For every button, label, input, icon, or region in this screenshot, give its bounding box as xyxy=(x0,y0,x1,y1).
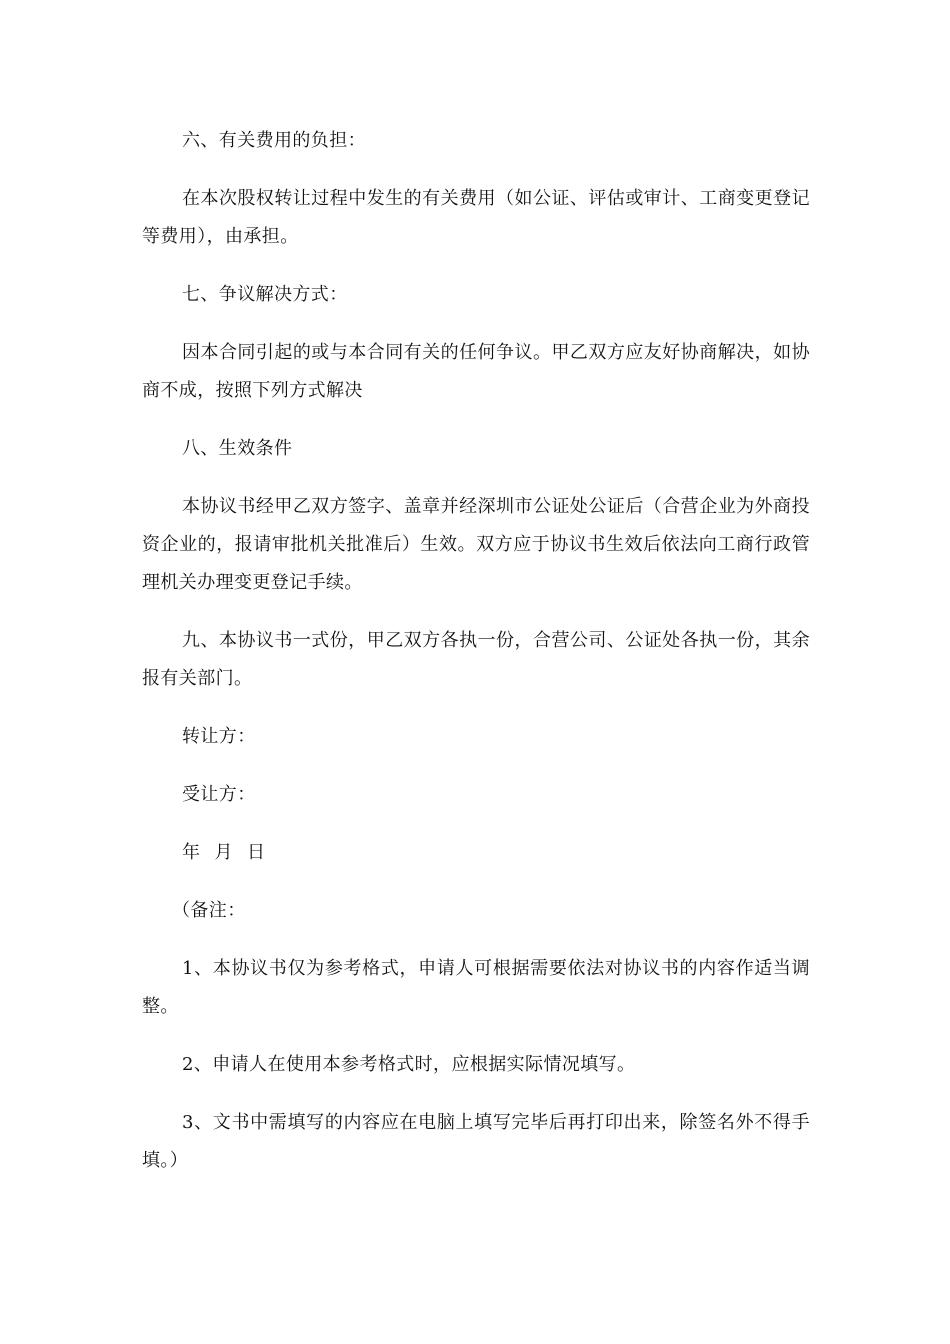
remark-item-3: 3、文书中需填写的内容应在电脑上填写完毕后再打印出来，除签名外不得手填。） xyxy=(142,1112,810,1171)
date-line: 年 月 日 xyxy=(182,842,266,863)
section-six-body: 在本次股权转让过程中发生的有关费用（如公证、评估或审计、工商变更登记等费用），由承担。 xyxy=(142,188,810,247)
section-seven-body: 因本合同引起的或与本合同有关的任何争议。甲乙双方应友好协商解决，如协商不成，按照下列方式解决 xyxy=(142,342,810,401)
transferee-line: 受让方： xyxy=(182,784,256,805)
remark-item-2: 2、申请人在使用本参考格式时，应根据实际情况填写。 xyxy=(182,1054,636,1075)
section-seven-heading: 七、争议解决方式： xyxy=(182,284,348,305)
remarks-heading: （备注： xyxy=(172,900,246,921)
remark-item-1: 1、本协议书仅为参考格式，申请人可根据需要依法对协议书的内容作适当调整。 xyxy=(142,958,810,1017)
section-eight-heading: 八、生效条件 xyxy=(182,438,293,459)
section-six-heading: 六、有关费用的负担： xyxy=(182,130,366,151)
section-nine-body: 九、本协议书一式份，甲乙双方各执一份，合营公司、公证处各执一份，其余报有关部门。 xyxy=(142,630,810,689)
section-eight-body: 本协议书经甲乙双方签字、盖章并经深圳市公证处公证后（合营企业为外商投资企业的，报请审批机关批准后）生效。双方应于协议书生效后依法向工商行政管理机关办理变更登记手续。 xyxy=(142,496,810,593)
transferor-line: 转让方： xyxy=(182,726,256,747)
